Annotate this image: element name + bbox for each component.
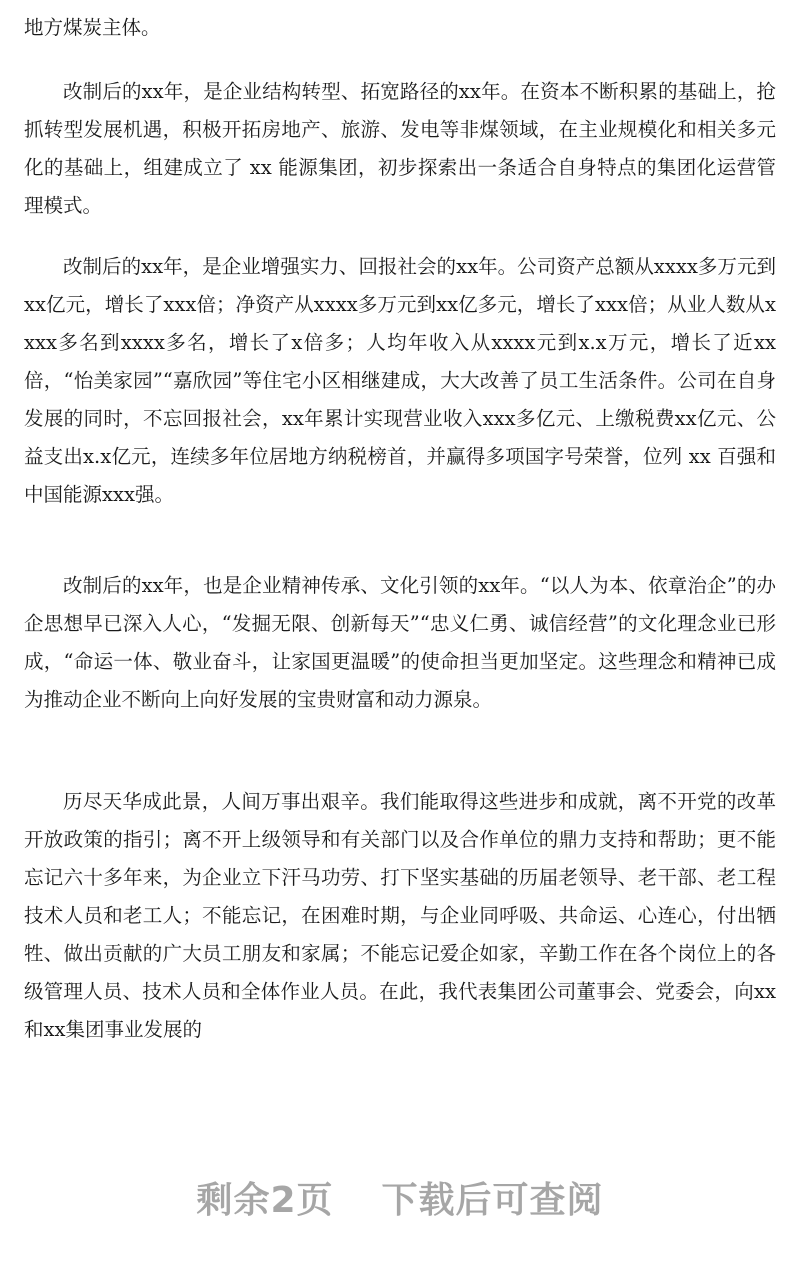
paragraph-transformation: 改制后的xx年，是企业结构转型、拓宽路径的xx年。在资本不断积累的基础上，抢抓转型发展机遇，积极开拓房地产、旅游、发电等非煤领域，在主业规模化和相关多元化的基础上，组建成立了 xx 能源集团，初步探索出一条适合自身特点的集团化运营管理模式。 [24, 80, 776, 217]
paragraph-culture: 改制后的xx年，也是企业精神传承、文化引领的xx年。“以人为本、依章治企”的办企思想早已深入人心，“发掘无限、创新每天”“忠义仁勇、诚信经营”的文化理念业已形成，“命运一体、敬业奋斗，让家国更温暖”的使命担当更加坚定。这些理念和精神已成为推动企业不断向上向好发展的宝贵财富和动力源泉。 [24, 574, 776, 711]
paragraph-gratitude: 历尽天华成此景，人间万事出艰辛。我们能取得这些进步和成就，离不开党的改革开放政策的指引；离不开上级领导和有关部门以及合作单位的鼎力支持和帮助；更不能忘记六十多年来，为企业立下汗马功劳、打下坚实基础的历届老领导、老干部、老工程技术人员和老工人；不能忘记，在困难时期，与企业同呼吸、共命运、心连心，付出牺牲、做出贡献的广大员工朋友和家属；不能忘记爱企如家，辛勤工作在各个岗位上的各级管理人员、技术人员和全体作业人员。在此，我代表集团公司董事会、党委会，向xx和xx集团事业发展的 [24, 790, 776, 1041]
paragraph-intro-tail: 地方煤炭主体。 [24, 16, 161, 39]
download-prompt[interactable] [0, 1172, 800, 1223]
download-to-read-label[interactable]: 下载后可查阅 [381, 1180, 604, 1221]
paragraph-strength: 改制后的xx年，是企业增强实力、回报社会的xx年。公司资产总额从xxxx多万元到xx亿元，增长了xxx倍；净资产从xxxx多万元到xx亿多元，增长了xxx倍；从业人数从xxxx多名到xxxx多名，增长了x倍多；人均年收入从xxxx元到x.x万元，增长了近xx倍，“怡美家园”“嘉欣园”等住宅小区相继建成，大大改善了员工生活条件。公司在自身发展的同时，不忘回报社会，xx年累计实现营业收入xxx多亿元、上缴税费xx亿元、公益支出x.x亿元，连续多年位居地方纳税榜首，并赢得多项国字号荣誉，位列 xx 百强和中国能源xxx强。 [24, 255, 776, 506]
remaining-pages-label[interactable]: 剩余2页 [196, 1180, 334, 1221]
